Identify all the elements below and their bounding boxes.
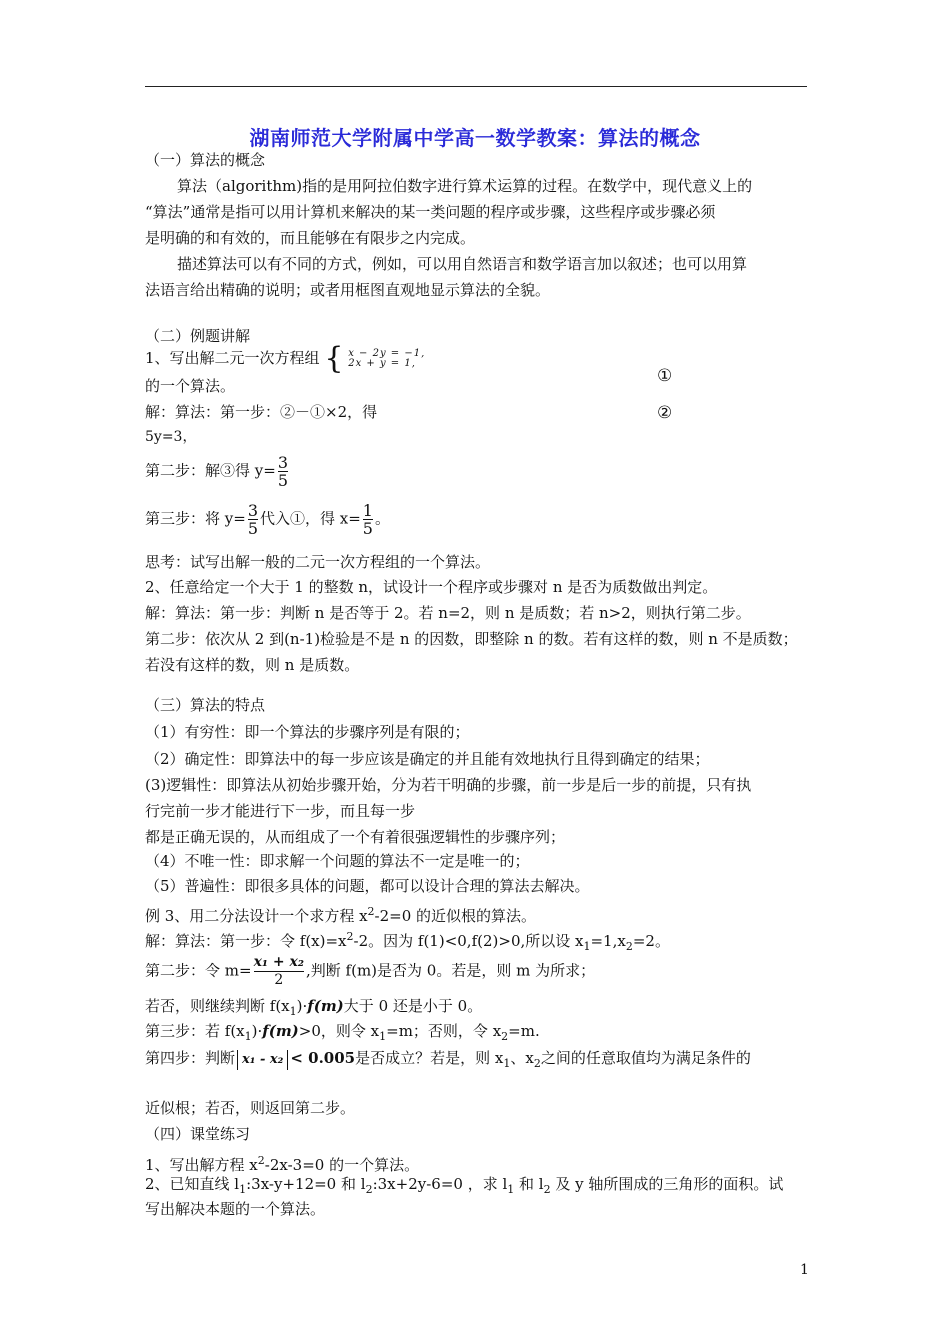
subscript: 1 [244,1030,252,1043]
numerator: 1 [362,501,373,520]
text-span: -2=0 的近似根的算法。 [374,907,537,925]
paragraph-line: 算法（algorithm)指的是用阿拉伯数字进行算术运算的过程。在数学中，现代意义上的 [177,177,753,195]
text-span: 是否成立？若是，则 x [355,1049,504,1067]
step-3-end: 。 [374,509,390,528]
solution-3-line [145,927,670,957]
subscript: 1 [289,1005,297,1018]
text-span: 例 3、用二分法设计一个求方程 x [145,907,368,925]
subscript: 2 [501,1030,509,1043]
step-4-tail: 近似根；若否，则返回第二步。 [145,1099,356,1117]
feature-1: （1）有穷性：即一个算法的步骤序列是有限的； [145,723,470,741]
f-of-m: f(m) [307,997,344,1015]
section-3-heading: （三）算法的特点 [145,696,266,714]
step-2-bisection-line [145,954,595,989]
step-3-text: 第三步：将 y= [145,509,246,528]
circled-two-mark: ② [657,403,673,423]
fraction-one-fifth [363,502,373,537]
brace-symbol: { [324,341,344,376]
else-line [145,996,482,1022]
text-span: 若否，则继续判断 f(x [145,997,290,1015]
text-span: =1,x [590,932,626,950]
text-span: 大于 0 还是小于 0。 [343,997,483,1015]
example-2-line: 2、任意给定一个大于 1 的整数 n，试设计一个程序或步骤对 n 是否为质数做出判定。 [145,578,718,596]
step-2-text: 第二步：解③得 y= [145,461,276,480]
text-span: )· [296,997,308,1015]
step-3-line [145,502,390,537]
solution-2-line: 解：算法：第一步：判断 n 是否等于 2。若 n=2，则 n 是质数；若 n>2，则执行第二步。 [145,604,751,622]
step-3-bisection-line [145,1021,540,1047]
subscript: 2 [543,1183,551,1196]
section-2-heading: （二）例题讲解 [145,327,251,345]
denominator: 5 [277,471,288,490]
paragraph-line: 是明确的和有效的，而且能够在有限步之内完成。 [145,229,476,247]
subscript: 1 [239,1183,247,1196]
absolute-difference: x₁ - x₂ [237,1050,288,1070]
feature-4: （4）不唯一性：即求解一个问题的算法不一定是唯一的； [145,852,530,870]
text-span: =m；否则，令 x [386,1022,502,1040]
text-span: 和 l [514,1175,544,1193]
section-4-heading: （四）课堂练习 [145,1125,251,1143]
subscript: 1 [379,1030,387,1043]
denominator: 5 [247,519,258,538]
think-line: 思考：试写出解一般的二元一次方程组的一个算法。 [145,553,491,571]
fraction-three-fifths [278,454,288,489]
numerator: 3 [277,453,288,472]
text-span: =2。 [632,932,670,950]
denominator: 5 [362,519,373,538]
superscript: 2 [346,930,354,943]
feature-3-line: 行完前一步才能进行下一步，而且每一步 [145,802,416,820]
exercise-1 [145,1151,419,1175]
tolerance: < 0.005 [290,1049,356,1067]
numerator: 3 [247,501,258,520]
text-span: 、x [510,1049,534,1067]
result-5y: 5y=3， [145,429,197,445]
feature-2: （2）确定性：即算法中的每一步应该是确定的并且能有效地执行且得到确定的结果； [145,750,710,768]
example-3-line [145,902,536,926]
text-span: 第二步：令 m= [145,961,252,980]
example-1-line [145,341,426,376]
text-span: )· [251,1022,263,1040]
denominator: 2 [254,971,304,989]
numerator: x₁ + x₂ [253,954,304,970]
text-span: :3x-y+12=0 和 l [246,1175,366,1193]
example-1-intro: 1、写出解二元一次方程组 [145,349,320,367]
text-span: 解：算法：第一步：令 f(x)=x [145,932,347,950]
text-span: 之间的任意取值均为满足条件的 [540,1049,751,1067]
text-span: =m. [508,1022,540,1040]
subscript: 2 [625,940,633,953]
subscript: 1 [503,1057,511,1070]
subscript: 2 [533,1057,541,1070]
text-span: 第四步：判断 [145,1049,236,1067]
equation-system [348,349,425,369]
solution-2-line: 若没有这样的数，则 n 是质数。 [145,656,360,674]
step-4-bisection-line [145,1048,751,1074]
paragraph-line: 法语言给出精确的说明；或者用框图直观地显示算法的全貌。 [145,281,551,299]
equation-1: x − 2y = −1, [348,348,426,359]
text-span: 及 y 轴所围成的三角形的面积。试 [550,1175,784,1193]
f-of-m: f(m) [262,1022,299,1040]
midpoint-fraction [254,954,304,989]
feature-5: （5）普遍性：即很多具体的问题，都可以设计合理的算法去解决。 [145,877,590,895]
solution-step-1: 解：算法：第一步：②－①×2，得 [145,403,378,421]
text-span: 2、已知直线 l [145,1175,240,1193]
step-2-line [145,454,290,489]
text-span: -2。因为 f(1)<0,f(2)>0,所以设 x [353,932,584,950]
feature-3-line: (3)逻辑性：即算法从初始步骤开始，分为若干明确的步骤，前一步是后一步的前提，只有执 [145,776,752,794]
superscript: 2 [367,905,375,918]
text-span: :3x+2y-6=0 ，求 l [372,1175,508,1193]
solution-2-line: 第二步：依次从 2 到(n-1)检验是不是 n 的因数，即整除 n 的数。若有这样的数，则 n 不是质数； [145,630,798,648]
subscript: 2 [365,1183,373,1196]
header-rule [145,86,807,87]
superscript: 2 [257,1154,265,1167]
text-span: ,判断 f(m)是否为 0。若是，则 m 为所求； [306,961,596,980]
circled-one-mark: ① [657,366,673,386]
text-span: 第三步：若 f(x [145,1022,245,1040]
exercise-2 [145,1174,783,1200]
step-3-mid: 代入①，得 x= [260,509,361,528]
paragraph-line: 描述算法可以有不同的方式，例如，可以用自然语言和数学语言加以叙述；也可以用算 [177,255,748,273]
subscript: 1 [507,1183,515,1196]
paragraph-line: “算法”通常是指可以用计算机来解决的某一类问题的程序或步骤，这些程序或步骤必须 [145,203,716,221]
page-number: 1 [800,1262,809,1278]
feature-3-line: 都是正确无误的，从而组成了一个有着很强逻辑性的步骤序列； [145,828,566,846]
page-title: 湖南师范大学附属中学高一数学教案：算法的概念 [249,126,701,150]
subscript: 1 [583,940,591,953]
text-span: -2x-3=0 的一个算法。 [264,1156,420,1174]
example-1-tail: 的一个算法。 [145,377,236,395]
text-span: 1、写出解方程 x [145,1156,258,1174]
section-1-heading: （一）算法的概念 [145,151,266,169]
text-span: >0，则令 x [298,1022,380,1040]
exercise-2-tail: 写出解决本题的一个算法。 [145,1200,326,1218]
fraction-three-fifths [248,502,258,537]
equation-2: 2x + y = 1, [348,358,416,369]
